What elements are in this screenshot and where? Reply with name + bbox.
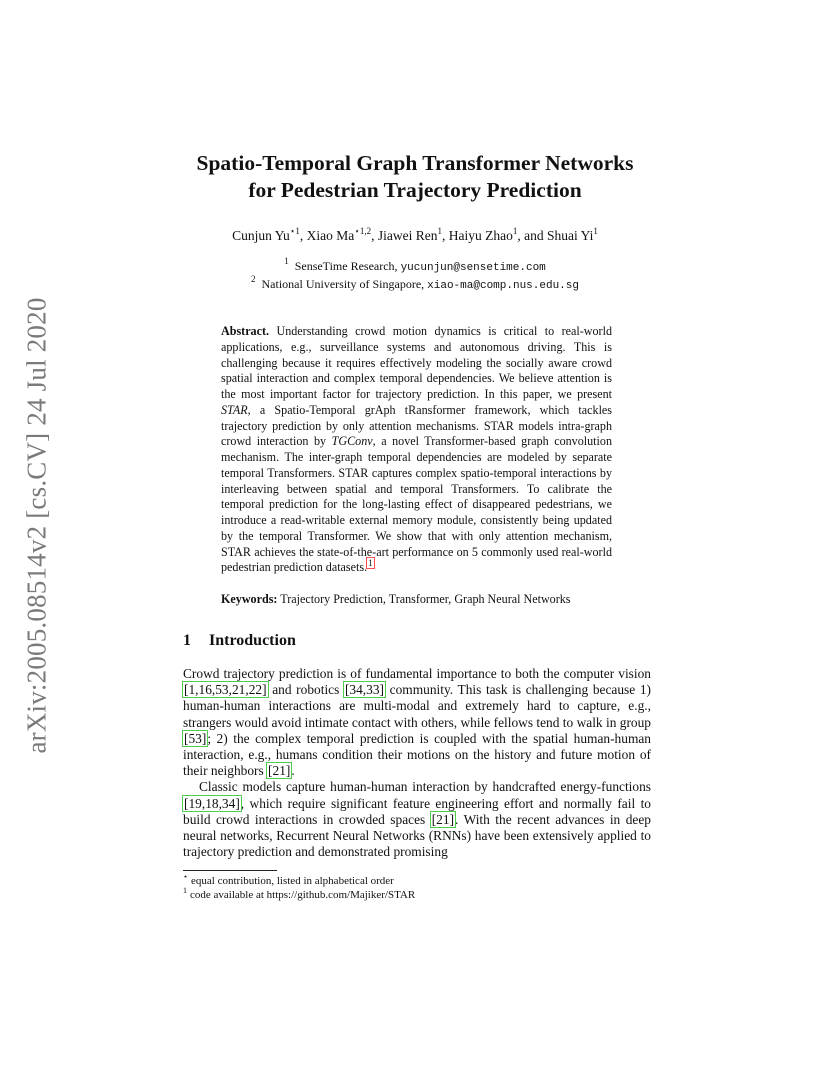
- abstract-tgconv: TGConv: [331, 434, 373, 449]
- author: Haiyu Zhao: [448, 228, 513, 243]
- keywords: [221, 592, 641, 607]
- intro-paragraph: [183, 666, 651, 779]
- author-sup: 1: [437, 225, 443, 236]
- author-sup: ⋆1: [289, 225, 300, 236]
- title-line-2: for Pedestrian Trajectory Prediction: [248, 178, 582, 202]
- section-heading: [183, 632, 296, 650]
- affiliation-sup: 2: [251, 274, 256, 284]
- intro-text: ; 2) the complex temporal prediction is coupled with the spatial human-human interaction, e.g., humans condition their motions on the history and future motion of their neighbors: [183, 730, 651, 779]
- author: Jiawei Ren: [377, 228, 438, 243]
- abstract: [221, 324, 612, 576]
- abstract-text: Understanding crowd motion dynamics is critical to real-world applications, e.g., surveillance systems and autonomous driving. This is challenging because it requires effectively modeling the socially aware crowd spatial interaction and complex temporal dependencies. We believe attention is the most important factor for trajectory prediction. In this paper, we present: [221, 324, 612, 401]
- citation-link[interactable]: [21]: [431, 811, 455, 827]
- keywords-label: Keywords:: [221, 592, 278, 606]
- author: Xiao Ma: [306, 228, 355, 243]
- footnote-rule: [183, 870, 277, 871]
- intro-body: [183, 666, 651, 860]
- footnotes: [183, 874, 415, 902]
- author-list: [150, 225, 680, 244]
- author-sep: ,: [299, 228, 307, 243]
- intro-text: , which require significant feature engineering effort and normally fail to build crowd interactions in crowded spaces: [183, 795, 651, 827]
- intro-paragraph: [183, 779, 651, 860]
- citation-link[interactable]: [34,33]: [344, 682, 385, 698]
- citation-link[interactable]: [53]: [184, 730, 207, 746]
- citation-link[interactable]: [21]: [268, 763, 291, 779]
- citation-link[interactable]: [19,18,34]: [184, 795, 240, 811]
- affiliation-email[interactable]: yucunjun@sensetime.com: [400, 262, 546, 274]
- author-sup: 1: [512, 225, 518, 236]
- affiliation-sup: 1: [284, 256, 289, 266]
- author: Cunjun Yu: [232, 228, 290, 243]
- footnote-text: code available at https://github.com/Majiker/STAR: [190, 889, 416, 901]
- affiliation: [150, 258, 680, 276]
- affiliation-org: National University of Singapore,: [261, 277, 428, 291]
- abstract-star: STAR: [221, 402, 248, 417]
- intro-text: .: [291, 763, 295, 779]
- footnote-text: equal contribution, listed in alphabetical order: [191, 875, 394, 887]
- intro-text: community. This task is challenging because 1) human-human interactions are multi-modal and extremely hard to capture, e.g., strangers would avoid intimate contact with others, while fellows tend to walk in group: [183, 682, 651, 730]
- footnote-mark: 1: [183, 886, 187, 896]
- section-title: Introduction: [209, 632, 296, 649]
- author: Shuai Yi: [547, 228, 594, 243]
- footnote: [183, 888, 415, 902]
- footnote-mark: ⋆: [183, 872, 189, 882]
- paper-title: [150, 150, 680, 204]
- author-sup: 1: [593, 225, 598, 236]
- abstract-text: , a novel Transformer-based graph convolution mechanism. The inter-graph temporal dependencies are modeled by separate temporal Transformers. STAR captures complex spatio-temporal interactions by interleaving between spatial and temporal Transformers. To calibrate the temporal prediction for the long-lasting effect of disappeared pedestrians, we introduce a read-writable external memory module, consistently being updated by the temporal Transformer. We show that with only attention mechanism, STAR achieves the state-of-the-art performance on 5 commonly used real-world pedestrian prediction datasets.: [221, 434, 612, 575]
- footnote: [183, 874, 415, 888]
- footnote-link[interactable]: 1: [368, 558, 373, 569]
- author-sep: ,: [371, 228, 378, 243]
- author-sup: ⋆1,2: [354, 225, 372, 236]
- affiliation-email[interactable]: xiao-ma@comp.nus.edu.sg: [427, 280, 579, 292]
- intro-text: Classic models capture human-human interaction by handcrafted energy-functions: [199, 779, 651, 795]
- abstract-text: , a Spatio-Temporal grAph tRansformer framework, which tackles trajectory prediction by only attention mechanisms. STAR models intra-graph crowd interaction by: [221, 402, 612, 449]
- abstract-label: Abstract.: [221, 324, 270, 338]
- section-number: 1: [183, 632, 191, 649]
- arxiv-sidebar: [20, 290, 54, 760]
- citation-link[interactable]: [1,16,53,21,22]: [184, 682, 267, 698]
- affiliations: [150, 258, 680, 294]
- keywords-text: Trajectory Prediction, Transformer, Graph Neural Networks: [277, 592, 571, 606]
- title-line-1: Spatio-Temporal Graph Transformer Networks: [196, 151, 634, 175]
- intro-text: Crowd trajectory prediction is of fundamental importance to both the computer vision: [183, 666, 651, 681]
- author-sep: ,: [442, 228, 449, 243]
- intro-text: . With the recent advances in deep neural networks, Recurrent Neural Networks (RNNs) have been extensively applied to trajectory prediction and demonstrated promising: [183, 811, 651, 860]
- author-sep: , and: [517, 228, 547, 243]
- arxiv-id: arXiv:2005.08514v2 [cs.CV] 24 Jul 2020: [21, 296, 52, 754]
- affiliation-org: SenseTime Research,: [294, 259, 401, 273]
- intro-text: and robotics: [267, 682, 344, 698]
- affiliation: [150, 276, 680, 294]
